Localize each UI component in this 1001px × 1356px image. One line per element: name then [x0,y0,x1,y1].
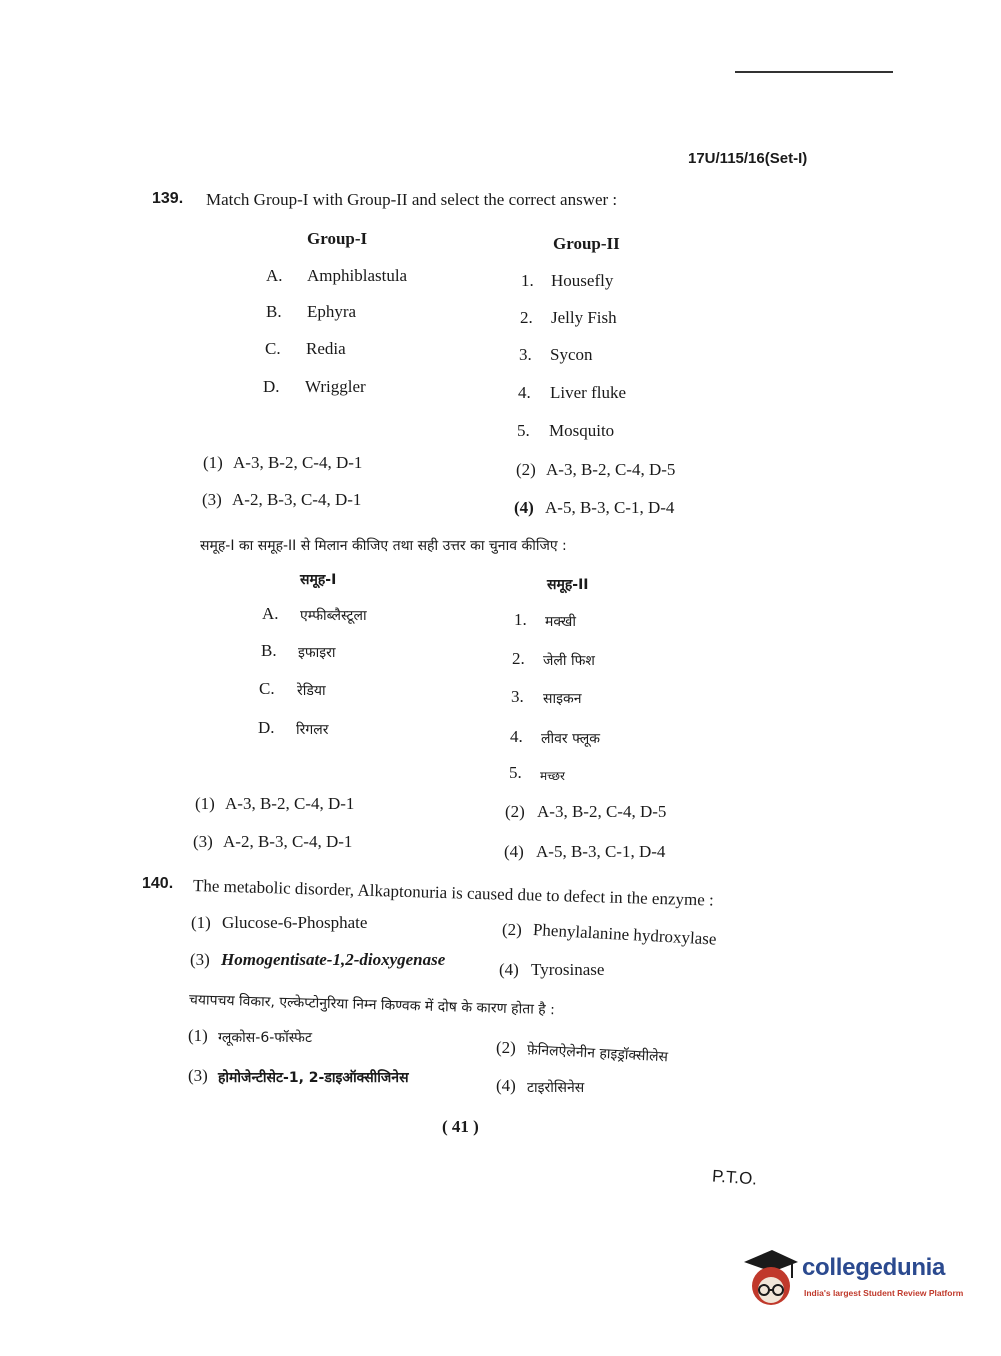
option-key: (3) [190,950,210,969]
option-text: Homogentisate-1,2-dioxygenase [221,950,446,969]
option-key: (1) [191,913,211,932]
group2-title: Group-II [553,234,620,253]
group1-key: B. [266,302,282,321]
group2-item: Mosquito [549,421,615,440]
group1-key: D. [263,377,280,396]
hindi-option-text: A-3, B-2, C-4, D-5 [537,802,667,821]
hindi-prompt-139: समूह-I का समूह-II से मिलान कीजिए तथा सही उत्तर का चुनाव कीजिए : [200,538,567,554]
hindi-option-key: (4) [496,1076,516,1095]
hindi-group2-item: मच्छर [540,769,565,783]
option-text: Tyrosinase [531,960,605,979]
group1-key: C. [265,339,281,358]
collegedunia-mascot-icon [742,1248,800,1310]
hindi-group1-key: D. [258,718,275,737]
hindi-group2-item: मक्खी [545,614,576,630]
hindi-option-text: टाइरोसिनेस [527,1080,585,1096]
collegedunia-tagline: India's largest Student Review Platform [804,1288,964,1298]
hindi-option-key: (1) [195,794,215,813]
hindi-group2-key: 5. [509,763,522,782]
hindi-group2-item: जेली फिश [543,653,595,669]
hindi-option-key: (2) [496,1038,516,1057]
hindi-option-key: (1) [188,1026,208,1045]
group1-key: A. [266,266,283,285]
group2-item: Housefly [551,271,614,290]
hindi-option-text: फ़ेनिलऐलेनीन हाइड्रॉक्सीलेस [526,1042,669,1066]
hindi-prompt-140: चयापचय विकार, एल्केप्टोनुरिया निम्न किण्वक में दोष के कारण होता है : [188,992,556,1019]
hindi-option-key: (3) [188,1066,208,1085]
hindi-group2-item: साइकन [543,691,582,707]
group1-item: Ephyra [307,302,357,321]
hindi-group1-title: समूह-I [300,572,337,588]
hindi-option-text: A-5, B-3, C-1, D-4 [536,842,666,861]
group1-item: Amphiblastula [307,266,408,285]
option-text: A-3, B-2, C-4, D-1 [233,453,363,472]
hindi-group1-item: इफाइरा [298,645,336,661]
hindi-group1-key: C. [259,679,275,698]
hindi-group1-key: B. [261,641,277,660]
group2-key: 2. [520,308,533,327]
hindi-option-key: (4) [504,842,524,861]
hindi-option-text: A-3, B-2, C-4, D-1 [225,794,355,813]
question-140-number: 140. [142,875,174,892]
hindi-option-text: होमोजेन्टीसेट-1, 2-डाइऑक्सीजिनेस [218,1070,409,1086]
option-key: (1) [203,453,223,472]
collegedunia-watermark [742,1248,967,1310]
question-140-prompt: The metabolic disorder, Alkaptonuria is caused due to defect in the enzyme : [192,876,715,910]
group1-item: Redia [306,339,346,358]
pto-label: P.T.O. [711,1166,758,1189]
option-text: A-2, B-3, C-4, D-1 [232,490,362,509]
hindi-group2-key: 2. [512,649,525,668]
option-key: (2) [516,460,536,479]
hindi-group1-item: रेडिया [297,683,326,699]
hindi-group1-key: A. [262,604,279,623]
hindi-group2-key: 1. [514,610,527,629]
group2-item: Sycon [550,345,593,364]
hindi-group1-item: रिगलर [296,722,329,738]
option-key: (3) [202,490,222,509]
hindi-option-key: (2) [505,802,525,821]
question-139-prompt: Match Group-I with Group-II and select the correct answer : [206,190,618,209]
group2-key: 5. [517,421,530,440]
hindi-group2-key: 4. [510,727,523,746]
page-number: ( 41 ) [442,1117,479,1136]
group1-item: Wriggler [305,377,366,396]
group2-item: Jelly Fish [551,308,617,327]
group2-key: 4. [518,383,531,402]
option-key: (2) [502,920,522,939]
hindi-group2-title: समूह-II [547,577,589,593]
group2-key: 3. [519,345,532,364]
group1-title: Group-I [307,229,368,248]
option-text: Phenylalanine hydroxylase [532,920,717,949]
header-rule [735,71,893,73]
question-139-number: 139. [152,190,184,207]
hindi-option-text: ग्लूकोस-6-फॉस्फेट [218,1030,312,1046]
option-key: (4) [499,960,519,979]
group2-item: Liver fluke [550,383,626,402]
option-text: A-3, B-2, C-4, D-5 [546,460,676,479]
group2-key: 1. [521,271,534,290]
hindi-option-text: A-2, B-3, C-4, D-1 [223,832,353,851]
hindi-group2-key: 3. [511,687,524,706]
hindi-group2-item: लीवर फ्लूक [541,731,600,747]
hindi-option-key: (3) [193,832,213,851]
paper-code: 17U/115/16(Set-I) [688,150,808,167]
option-key: (4) [514,498,534,517]
option-text: Glucose-6-Phosphate [222,913,368,932]
option-text: A-5, B-3, C-1, D-4 [545,498,675,517]
hindi-group1-item: एम्फीब्लैस्टूला [300,608,367,624]
collegedunia-wordmark: collegedunia [802,1254,946,1281]
